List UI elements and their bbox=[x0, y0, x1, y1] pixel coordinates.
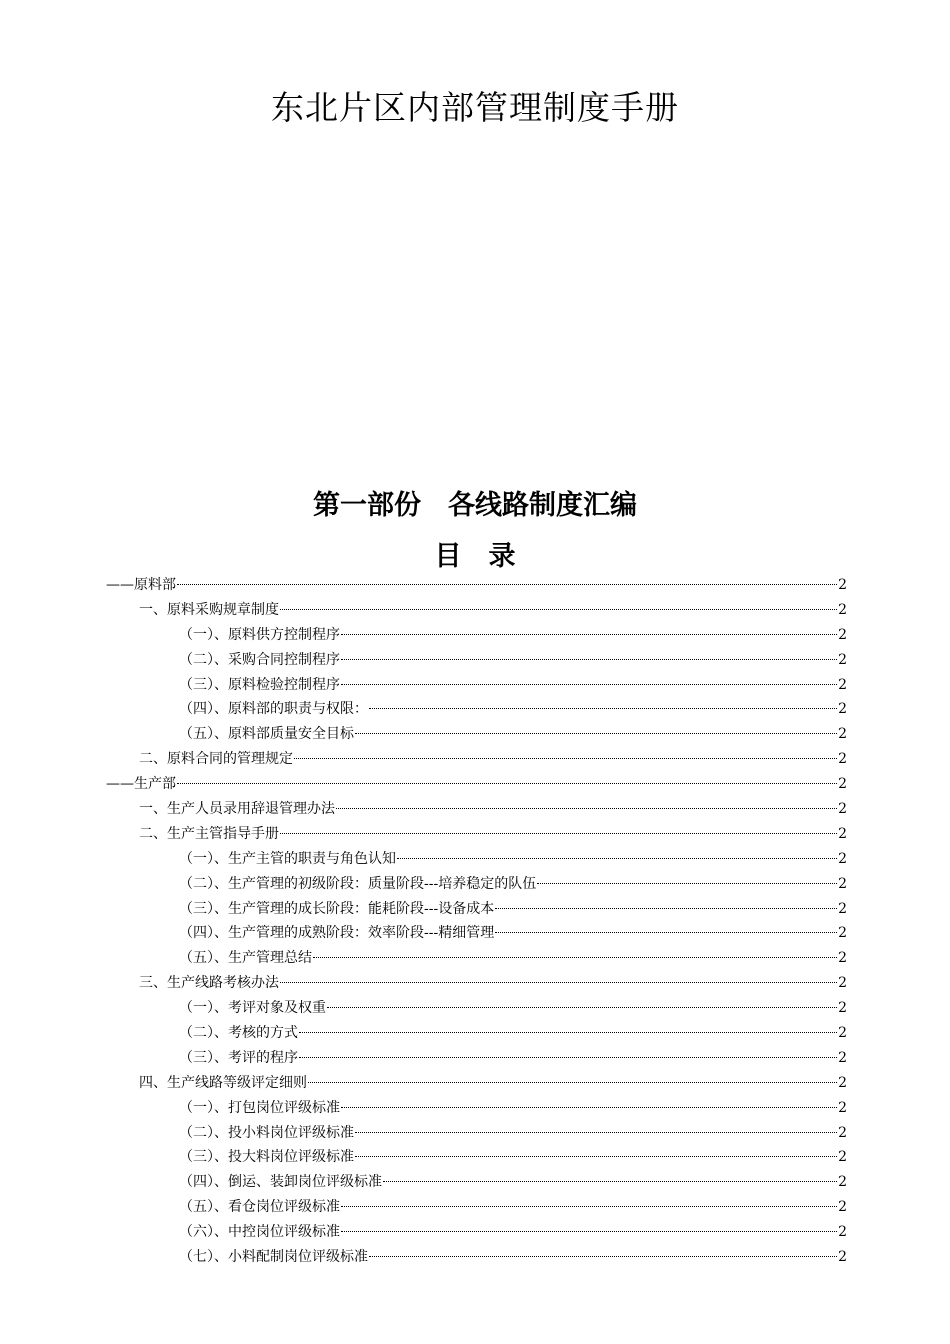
toc-page-number: 2 bbox=[838, 651, 847, 668]
toc-dot-leader bbox=[299, 1032, 837, 1033]
toc-entry[interactable] bbox=[106, 1071, 847, 1096]
toc-entry[interactable] bbox=[106, 772, 847, 797]
toc-entry-title: （二）、投小料岗位评级标准 bbox=[179, 1124, 354, 1141]
toc-entry-title: （一）、原料供方控制程序 bbox=[179, 626, 340, 643]
toc-page-number: 2 bbox=[838, 1099, 847, 1116]
toc-entry[interactable] bbox=[106, 971, 847, 996]
toc-entry[interactable] bbox=[106, 1096, 847, 1121]
toc-page-number: 2 bbox=[838, 1025, 847, 1042]
toc-dot-leader bbox=[280, 833, 837, 834]
toc-entry-title: 二、原料合同的管理规定 bbox=[139, 751, 293, 768]
toc-entry-title: （四）、倒运、装卸岗位评级标准 bbox=[179, 1174, 382, 1191]
toc-page-number: 2 bbox=[838, 875, 847, 892]
toc-entry[interactable] bbox=[106, 673, 847, 698]
toc-entry[interactable] bbox=[106, 847, 847, 872]
toc-entry[interactable] bbox=[106, 921, 847, 946]
toc-dot-leader bbox=[355, 733, 837, 734]
toc-entry[interactable] bbox=[106, 797, 847, 822]
toc-entry-title: ——原料部 bbox=[106, 577, 176, 593]
toc-entry-title: 四、生产线路等级评定细则 bbox=[139, 1074, 307, 1091]
toc-dot-leader bbox=[313, 957, 837, 958]
toc-page-number: 2 bbox=[838, 676, 847, 693]
toc-heading: 目 录 bbox=[434, 541, 516, 572]
toc-page-number: 2 bbox=[838, 825, 847, 842]
toc-page-number: 2 bbox=[838, 975, 847, 992]
toc-entry-title: （七）、小料配制岗位评级标准 bbox=[179, 1249, 368, 1266]
toc-entry[interactable] bbox=[106, 1121, 847, 1146]
toc-page-number: 2 bbox=[838, 950, 847, 967]
toc-page-number: 2 bbox=[838, 1049, 847, 1066]
toc-entry[interactable] bbox=[106, 946, 847, 971]
toc-entry[interactable] bbox=[106, 897, 847, 922]
toc-dot-leader bbox=[336, 808, 837, 809]
toc-page-number: 2 bbox=[838, 1149, 847, 1166]
toc-entry-title: 二、生产主管指导手册 bbox=[139, 825, 279, 842]
toc-dot-leader bbox=[369, 1256, 837, 1257]
toc-page-number: 2 bbox=[838, 1174, 847, 1191]
toc-dot-leader bbox=[177, 783, 837, 784]
toc-entry-title: （四）、生产管理的成熟阶段：效率阶段---精细管理 bbox=[179, 925, 495, 942]
toc-entry[interactable] bbox=[106, 822, 847, 847]
toc-entry[interactable] bbox=[106, 623, 847, 648]
toc-entry[interactable] bbox=[106, 1220, 847, 1245]
toc-entry-title: 一、原料采购规章制度 bbox=[139, 601, 279, 618]
toc-entry[interactable] bbox=[106, 722, 847, 747]
toc-dot-leader bbox=[177, 584, 837, 585]
toc-entry[interactable] bbox=[106, 1145, 847, 1170]
toc-dot-leader bbox=[341, 634, 837, 635]
toc-entry-title: （二）、考核的方式 bbox=[179, 1025, 298, 1042]
toc-entry-title: （三）、考评的程序 bbox=[179, 1049, 298, 1066]
toc-page-number: 2 bbox=[838, 925, 847, 942]
toc-page-number: 2 bbox=[838, 850, 847, 867]
toc-entry[interactable] bbox=[106, 648, 847, 673]
toc-entry[interactable] bbox=[106, 697, 847, 722]
toc-dot-leader bbox=[308, 1082, 837, 1083]
toc-entry-title: （五）、看仓岗位评级标准 bbox=[179, 1199, 340, 1216]
part-title: 第一部份 各线路制度汇编 bbox=[313, 490, 637, 521]
toc-entry-title: 三、生产线路考核办法 bbox=[139, 975, 279, 992]
toc-dot-leader bbox=[341, 684, 837, 685]
toc-page-number: 2 bbox=[838, 1224, 847, 1241]
toc-page-number: 2 bbox=[838, 701, 847, 718]
toc-entry-title: （二）、采购合同控制程序 bbox=[179, 651, 340, 668]
toc-entry[interactable] bbox=[106, 872, 847, 897]
toc-entry[interactable] bbox=[106, 747, 847, 772]
toc-dot-leader bbox=[383, 1181, 837, 1182]
toc-dot-leader bbox=[299, 1057, 837, 1058]
toc-dot-leader bbox=[341, 659, 837, 660]
toc-entry-title: （六）、中控岗位评级标准 bbox=[179, 1224, 340, 1241]
toc-entry-title: ——生产部 bbox=[106, 776, 176, 793]
toc-entry-title: （三）、生产管理的成长阶段：能耗阶段---设备成本 bbox=[179, 900, 495, 917]
toc-entry-title: （三）、投大料岗位评级标准 bbox=[179, 1149, 354, 1166]
toc-page-number: 2 bbox=[838, 1000, 847, 1017]
toc-entry-title: （四）、原料部的职责与权限： bbox=[179, 701, 368, 718]
toc-entry[interactable] bbox=[106, 1021, 847, 1046]
toc-page-number: 2 bbox=[838, 601, 847, 618]
toc-entry[interactable] bbox=[106, 1195, 847, 1220]
toc-entry[interactable] bbox=[106, 996, 847, 1021]
toc-entry[interactable] bbox=[106, 1245, 847, 1270]
toc-page-number: 2 bbox=[838, 751, 847, 768]
toc-entry-title: （二）、生产管理的初级阶段：质量阶段---培养稳定的队伍 bbox=[179, 875, 537, 892]
document-title: 东北片区内部管理制度手册 bbox=[271, 88, 679, 127]
toc-dot-leader bbox=[495, 908, 837, 909]
toc-dot-leader bbox=[355, 1132, 837, 1133]
toc-page-number: 2 bbox=[838, 801, 847, 818]
toc-dot-leader bbox=[341, 1107, 837, 1108]
toc-dot-leader bbox=[397, 858, 837, 859]
toc-entry-title: 一、生产人员录用辞退管理办法 bbox=[139, 801, 335, 818]
toc-dot-leader bbox=[355, 1156, 837, 1157]
toc-entry-title: （三）、原料检验控制程序 bbox=[179, 676, 340, 693]
toc-page-number: 2 bbox=[838, 776, 847, 793]
toc-dot-leader bbox=[369, 708, 837, 709]
toc-dot-leader bbox=[537, 883, 837, 884]
toc-entry-title: （一）、考评对象及权重 bbox=[179, 1000, 326, 1017]
toc-entry[interactable] bbox=[106, 573, 847, 598]
toc-page-number: 2 bbox=[838, 1199, 847, 1216]
toc-dot-leader bbox=[327, 1007, 837, 1008]
toc-entry-title: （五）、生产管理总结 bbox=[179, 950, 312, 967]
toc-page-number: 2 bbox=[838, 1074, 847, 1091]
toc-page-number: 2 bbox=[838, 577, 847, 593]
toc-dot-leader bbox=[294, 758, 837, 759]
toc-dot-leader bbox=[341, 1206, 837, 1207]
toc-entry-title: （五）、原料部质量安全目标 bbox=[179, 726, 354, 743]
toc-dot-leader bbox=[341, 1231, 837, 1232]
toc-dot-leader bbox=[280, 982, 837, 983]
toc-dot-leader bbox=[495, 932, 837, 933]
toc-entry[interactable] bbox=[106, 1046, 847, 1071]
toc-page-number: 2 bbox=[838, 900, 847, 917]
toc-dot-leader bbox=[280, 609, 837, 610]
toc-entry[interactable] bbox=[106, 598, 847, 623]
toc-entry-title: （一）、打包岗位评级标准 bbox=[179, 1099, 340, 1116]
table-of-contents bbox=[106, 573, 847, 1270]
toc-page-number: 2 bbox=[838, 1124, 847, 1141]
toc-page-number: 2 bbox=[838, 626, 847, 643]
toc-page-number: 2 bbox=[838, 726, 847, 743]
toc-page-number: 2 bbox=[838, 1249, 847, 1266]
toc-entry-title: （一）、生产主管的职责与角色认知 bbox=[179, 850, 396, 867]
toc-entry[interactable] bbox=[106, 1170, 847, 1195]
